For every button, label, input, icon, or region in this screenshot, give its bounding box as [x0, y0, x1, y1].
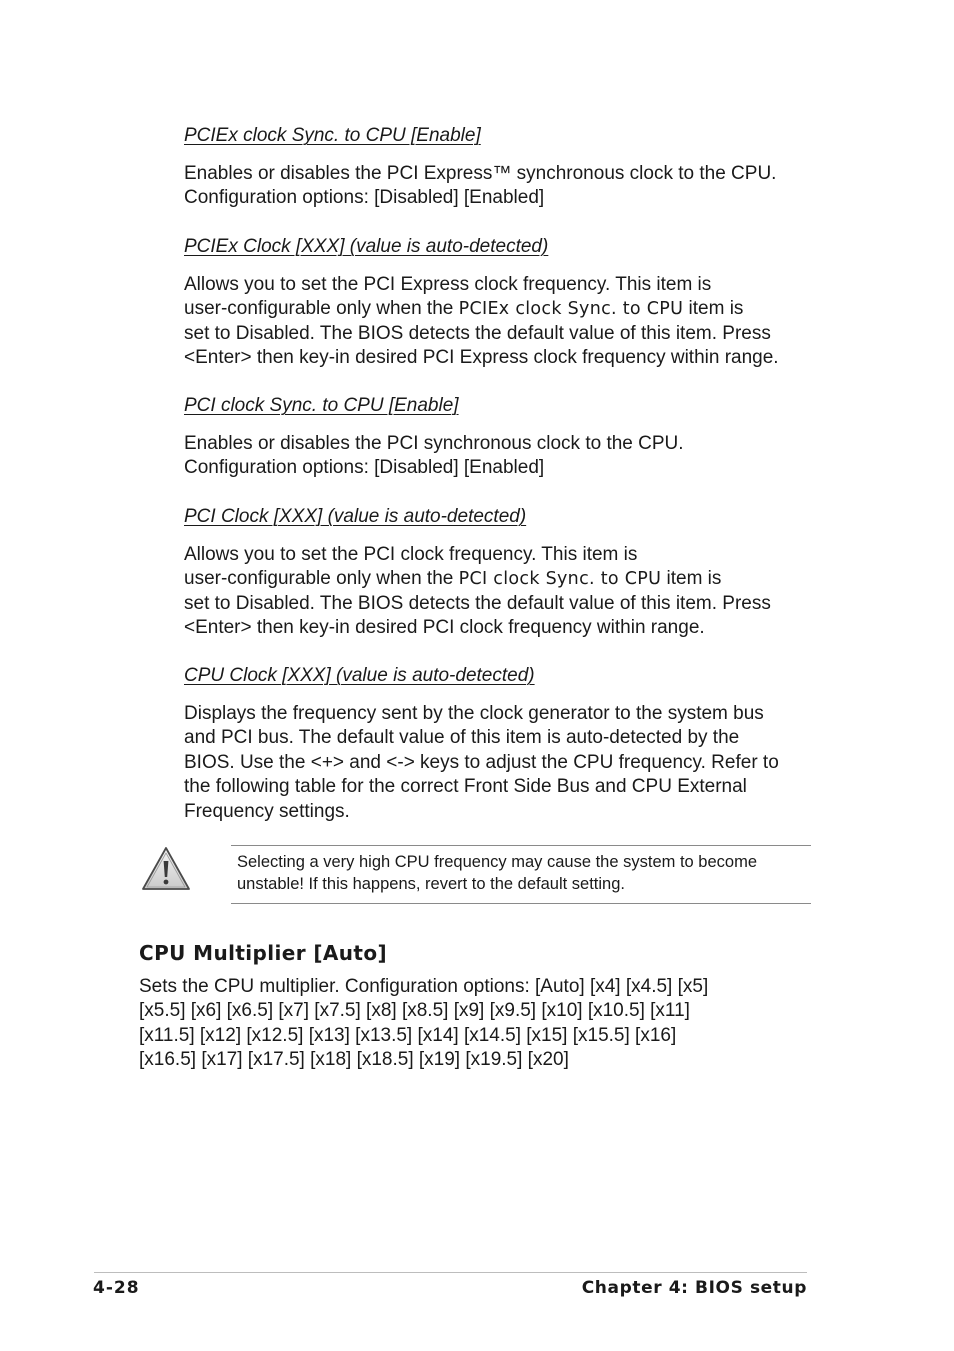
description-line: Allows you to set the PCI Express clock frequency. This item is: [184, 274, 712, 295]
description-text: item is: [661, 568, 722, 590]
item-title-cpu-clock: CPU Clock [XXX] (value is auto-detected): [184, 665, 535, 686]
description-line: [x5.5] [x6] [x6.5] [x7] [x7.5] [x8] [x8.5] [x9] [x9.5] [x10] [x10.5] [x11]: [139, 1000, 690, 1022]
caution-line: unstable! If this happens, revert to the default setting.: [237, 874, 625, 893]
item-description-cpu-clock: [184, 702, 814, 824]
description-text: user-configurable only when the: [184, 298, 459, 320]
setting-name: PCIEx clock Sync. to CPU: [458, 299, 684, 320]
caution-line: Selecting a very high CPU frequency may cause the system to become: [237, 853, 757, 871]
description-line: Enables or disables the PCI Express™ synchronous clock to the CPU.: [184, 163, 777, 184]
description-line: <Enter> then key-in desired PCI clock frequency within range.: [184, 617, 705, 639]
description-line: [184, 297, 814, 321]
description-line: set to Disabled. The BIOS detects the default value of this item. Press: [184, 322, 771, 344]
footer-rule: [94, 1272, 807, 1273]
description-text: user-configurable only when the: [184, 568, 459, 590]
setting-name: PCI clock Sync. to CPU: [458, 569, 662, 590]
item-description-pci-clock: [184, 543, 814, 641]
description-line: Displays the frequency sent by the clock generator to the system bus: [184, 703, 764, 724]
description-line: the following table for the correct Front Side Bus and CPU External: [184, 776, 747, 798]
description-text: item is: [683, 298, 744, 320]
description-line: Sets the CPU multiplier. Configuration options: [Auto] [x4] [x4.5] [x5]: [139, 976, 709, 997]
description-line: Configuration options: [Disabled] [Enabled]: [184, 187, 545, 209]
description-line: Enables or disables the PCI synchronous clock to the CPU.: [184, 433, 684, 454]
description-line: [x16.5] [x17] [x17.5] [x18] [x18.5] [x19] [x19.5] [x20]: [139, 1049, 569, 1071]
item-title-pciex-clock: PCIEx Clock [XXX] (value is auto-detected): [184, 236, 549, 257]
item-title-pciex-clock-sync: PCIEx clock Sync. to CPU [Enable]: [184, 125, 481, 146]
description-line: [184, 567, 814, 591]
description-line: BIOS. Use the <+> and <-> keys to adjust the CPU frequency. Refer to: [184, 751, 779, 773]
description-line: <Enter> then key-in desired PCI Express clock frequency within range.: [184, 347, 779, 369]
section-description-cpu-multiplier: [139, 975, 708, 1073]
description-line: and PCI bus. The default value of this item is auto-detected by the: [184, 727, 740, 749]
item-description-pciex-clock-sync: [184, 162, 814, 211]
description-line: Allows you to set the PCI clock frequency. This item is: [184, 544, 638, 565]
note-bottom-rule: [231, 903, 811, 904]
description-line: Frequency settings.: [184, 800, 350, 822]
page-number: 4-28: [93, 1278, 140, 1298]
chapter-title: Chapter 4: BIOS setup: [581, 1278, 807, 1298]
item-title-pci-clock: PCI Clock [XXX] (value is auto-detected): [184, 506, 527, 527]
item-description-pciex-clock: [184, 273, 814, 371]
note-top-rule: [231, 845, 811, 846]
description-line: [x11.5] [x12] [x12.5] [x13] [x13.5] [x14] [x14.5] [x15] [x15.5] [x16]: [139, 1024, 677, 1046]
description-line: Configuration options: [Disabled] [Enabled]: [184, 457, 545, 479]
item-title-pci-clock-sync: PCI clock Sync. to CPU [Enable]: [184, 395, 459, 416]
warning-triangle-icon: [140, 845, 192, 893]
section-heading-cpu-multiplier: CPU Multiplier [Auto]: [139, 941, 388, 965]
caution-note: [237, 852, 757, 895]
description-line: set to Disabled. The BIOS detects the default value of this item. Press: [184, 592, 771, 614]
item-description-pci-clock-sync: [184, 432, 814, 481]
